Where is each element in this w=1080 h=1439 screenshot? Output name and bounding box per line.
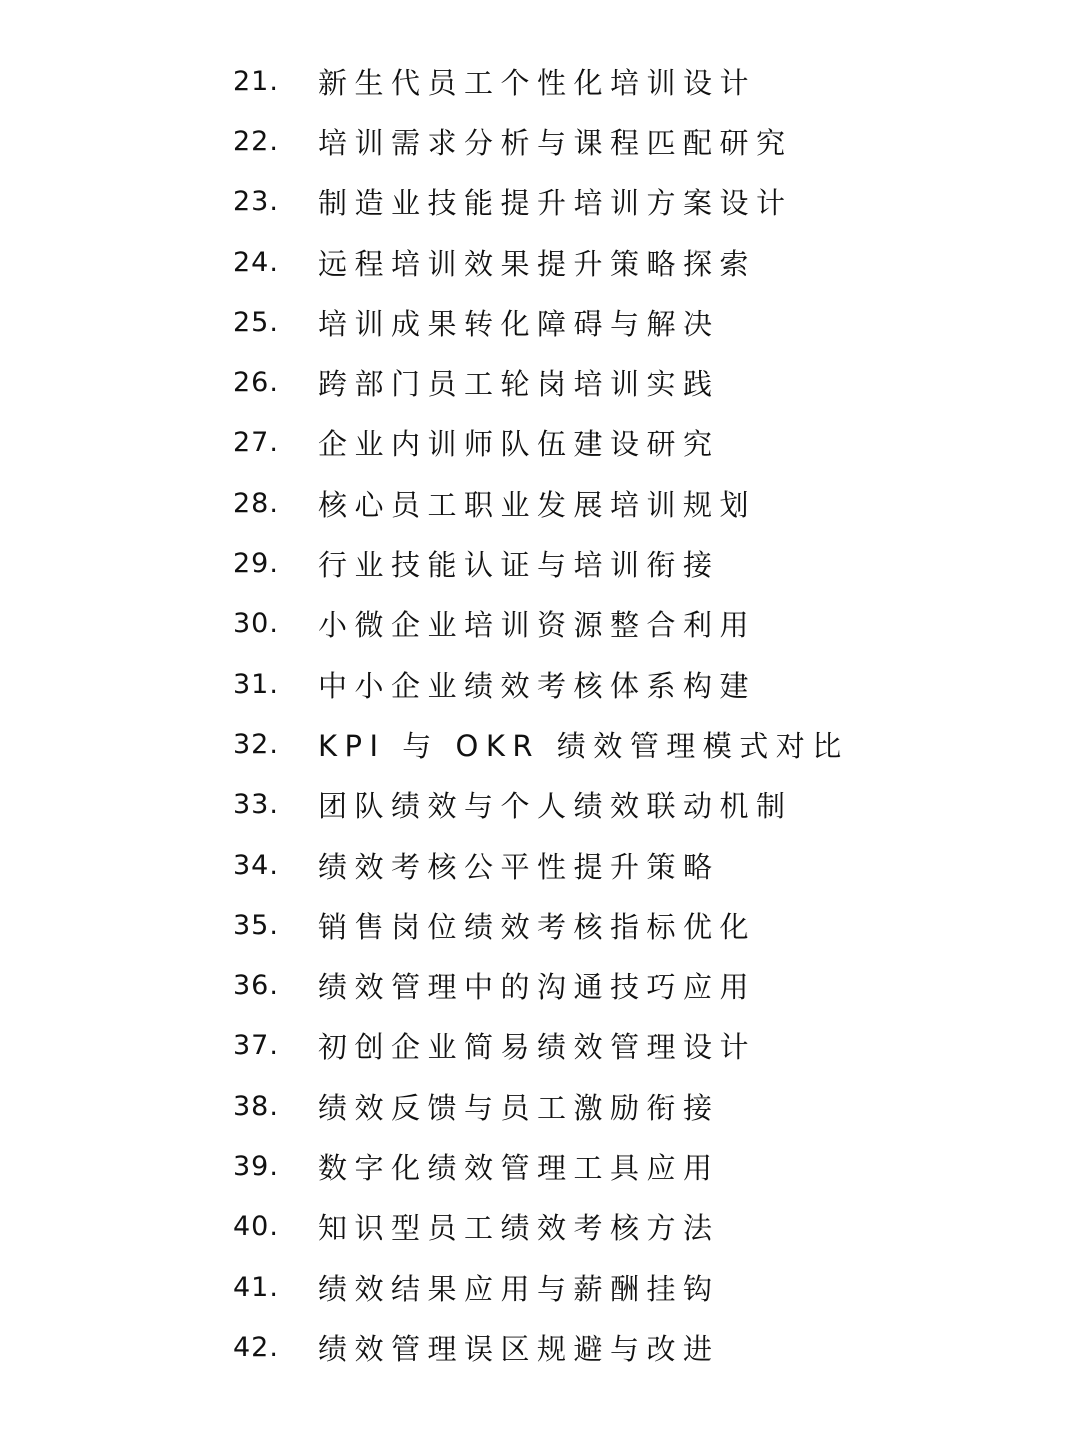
item-title: KPI 与 OKR 绩效管理模式对比 (318, 728, 849, 763)
list-item (0, 473, 1080, 533)
list-item (0, 1076, 1080, 1136)
list-item (0, 895, 1080, 955)
item-number: 28. (233, 487, 279, 519)
topic-list (0, 51, 1080, 1378)
item-title: 小微企业培训资源整合利用 (318, 608, 757, 643)
item-title: 绩效结果应用与薪酬挂钩 (318, 1271, 720, 1306)
item-number: 29. (233, 548, 279, 580)
item-number: 35. (233, 909, 279, 941)
item-title: 跨部门员工轮岗培训实践 (318, 367, 720, 402)
item-title: 远程培训效果提升策略探索 (318, 246, 757, 281)
item-number: 41. (233, 1271, 279, 1303)
item-title: 核心员工职业发展培训规划 (318, 487, 757, 522)
item-title: 制造业技能提升培训方案设计 (318, 186, 793, 221)
item-number: 34. (233, 849, 279, 881)
item-number: 22. (233, 125, 279, 157)
item-number: 39. (233, 1150, 279, 1182)
item-number: 32. (233, 728, 279, 760)
item-title: 培训需求分析与课程匹配研究 (318, 125, 793, 160)
list-item (0, 594, 1080, 654)
item-number: 38. (233, 1090, 279, 1122)
list-item (0, 955, 1080, 1015)
list-item (0, 775, 1080, 835)
item-number: 30. (233, 608, 279, 640)
list-item (0, 352, 1080, 412)
item-number: 36. (233, 970, 279, 1002)
item-number: 33. (233, 789, 279, 821)
list-item (0, 172, 1080, 232)
item-number: 40. (233, 1211, 279, 1243)
item-title: 知识型员工绩效考核方法 (318, 1211, 720, 1246)
item-title: 新生代员工个性化培训设计 (318, 65, 757, 100)
item-number: 37. (233, 1030, 279, 1062)
item-title: 销售岗位绩效考核指标优化 (318, 909, 757, 944)
list-item (0, 1136, 1080, 1196)
item-title: 绩效管理误区规避与改进 (318, 1331, 720, 1366)
list-item (0, 232, 1080, 292)
item-number: 24. (233, 246, 279, 278)
list-item (0, 1016, 1080, 1076)
item-title: 团队绩效与个人绩效联动机制 (318, 789, 793, 824)
item-title: 绩效管理中的沟通技巧应用 (318, 970, 757, 1005)
list-item (0, 533, 1080, 593)
item-number: 23. (233, 186, 279, 218)
item-number: 25. (233, 306, 279, 338)
item-number: 26. (233, 367, 279, 399)
item-number: 27. (233, 427, 279, 459)
list-item (0, 413, 1080, 473)
item-title: 绩效反馈与员工激励衔接 (318, 1090, 720, 1125)
item-number: 42. (233, 1331, 279, 1363)
list-item (0, 654, 1080, 714)
item-title: 培训成果转化障碍与解决 (318, 306, 720, 341)
list-item (0, 1197, 1080, 1257)
item-title: 中小企业绩效考核体系构建 (318, 668, 757, 703)
list-item (0, 292, 1080, 352)
item-title: 数字化绩效管理工具应用 (318, 1150, 720, 1185)
list-item (0, 835, 1080, 895)
item-title: 初创企业简易绩效管理设计 (318, 1030, 757, 1065)
list-item (0, 1257, 1080, 1317)
list-item (0, 51, 1080, 111)
item-title: 行业技能认证与培训衔接 (318, 548, 720, 583)
list-item (0, 1317, 1080, 1377)
item-title: 绩效考核公平性提升策略 (318, 849, 720, 884)
item-title: 企业内训师队伍建设研究 (318, 427, 720, 462)
item-number: 21. (233, 65, 279, 97)
list-item (0, 714, 1080, 774)
item-number: 31. (233, 668, 279, 700)
list-item (0, 111, 1080, 171)
